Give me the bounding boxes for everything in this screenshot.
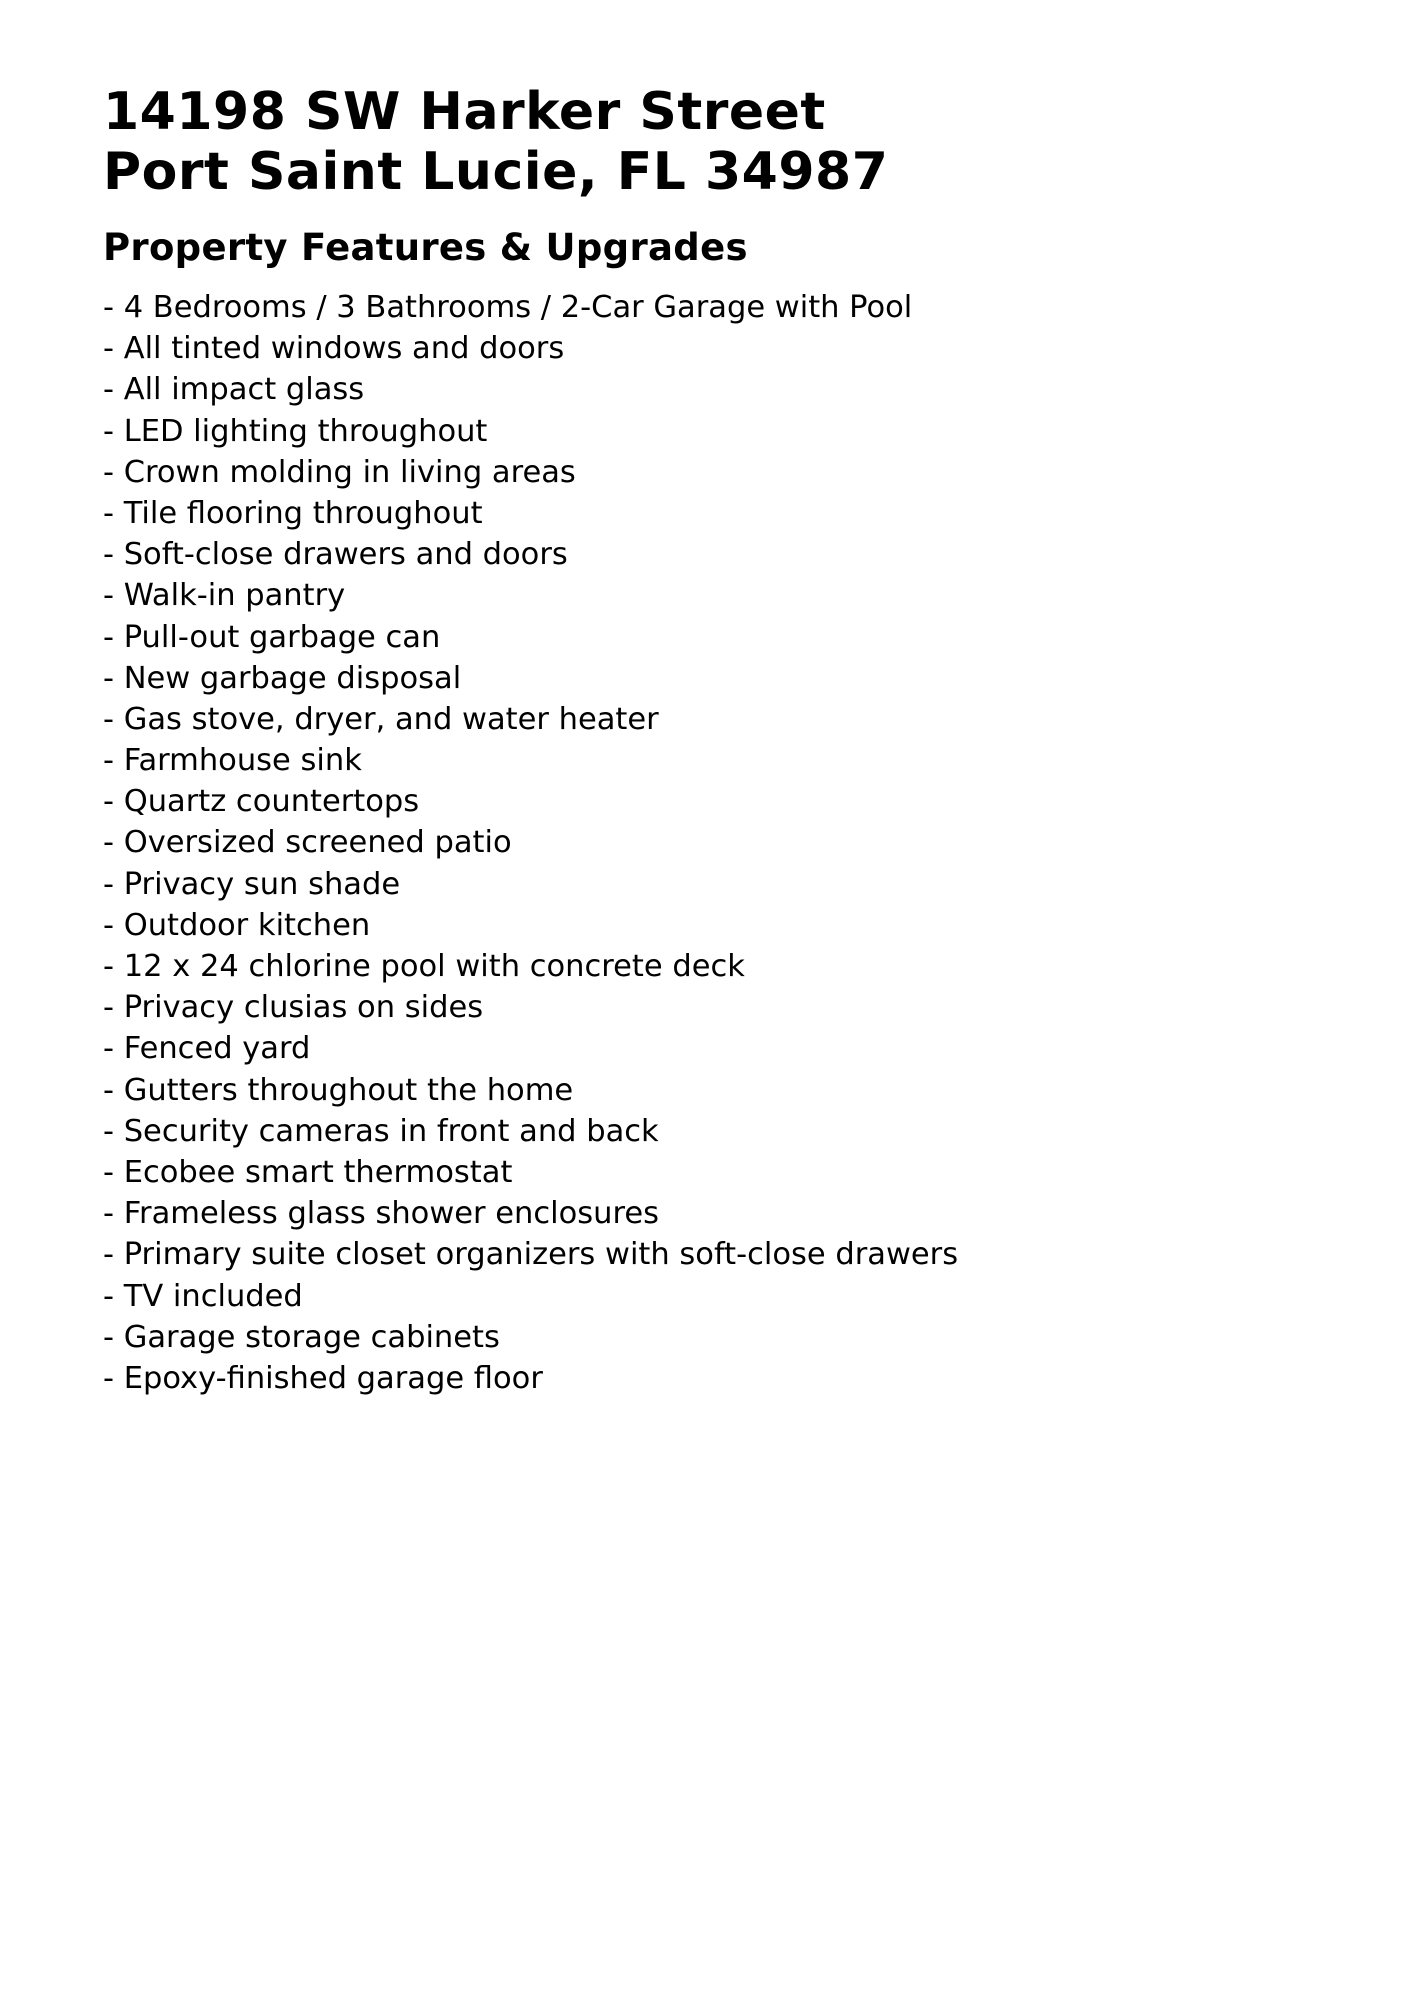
feature-item: - Farmhouse sink	[103, 743, 362, 779]
feature-item: - Privacy sun shade	[103, 866, 401, 902]
feature-item: - All tinted windows and doors	[103, 331, 565, 367]
document-page	[103, 82, 1323, 1399]
feature-item: - New garbage disposal	[103, 660, 462, 696]
feature-item: - Quartz countertops	[103, 784, 420, 820]
feature-item: - Crown molding in living areas	[103, 454, 576, 490]
feature-item: - Security cameras in front and back	[103, 1113, 659, 1149]
feature-item: - Outdoor kitchen	[103, 907, 371, 943]
feature-item: - Ecobee smart thermostat	[103, 1154, 513, 1190]
feature-item: - Fenced yard	[103, 1031, 311, 1067]
feature-item: - Oversized screened patio	[103, 825, 512, 861]
feature-item: - Epoxy-finished garage floor	[103, 1360, 543, 1396]
feature-item: - Garage storage cabinets	[103, 1319, 500, 1355]
feature-item: - Soft-close drawers and doors	[103, 537, 568, 573]
feature-item: - Tile flooring throughout	[103, 495, 483, 531]
feature-item: - Primary suite closet organizers with soft-close drawers	[103, 1237, 959, 1273]
feature-item: - All impact glass	[103, 372, 365, 408]
feature-item: - TV included	[103, 1278, 303, 1314]
feature-item: - Frameless glass shower enclosures	[103, 1196, 660, 1232]
address-line-1: 14198 SW Harker Street	[103, 82, 826, 142]
address-line-2: Port Saint Lucie, FL 34987	[103, 142, 889, 202]
feature-item: - 12 x 24 chlorine pool with concrete deck	[103, 949, 745, 984]
feature-item: - LED lighting throughout	[103, 413, 488, 449]
feature-list	[103, 287, 1323, 1399]
feature-item: - Gas stove, dryer, and water heater	[103, 701, 659, 737]
feature-item: - Pull-out garbage can	[103, 619, 441, 655]
property-address	[103, 82, 1323, 202]
feature-item: - Walk-in pantry	[103, 578, 346, 614]
feature-item: - 4 Bedrooms / 3 Bathrooms / 2-Car Garage with Pool	[103, 290, 913, 325]
feature-item: - Gutters throughout the home	[103, 1072, 574, 1108]
feature-item: - Privacy clusias on sides	[103, 990, 484, 1026]
section-heading: Property Features & Upgrades	[103, 226, 748, 269]
